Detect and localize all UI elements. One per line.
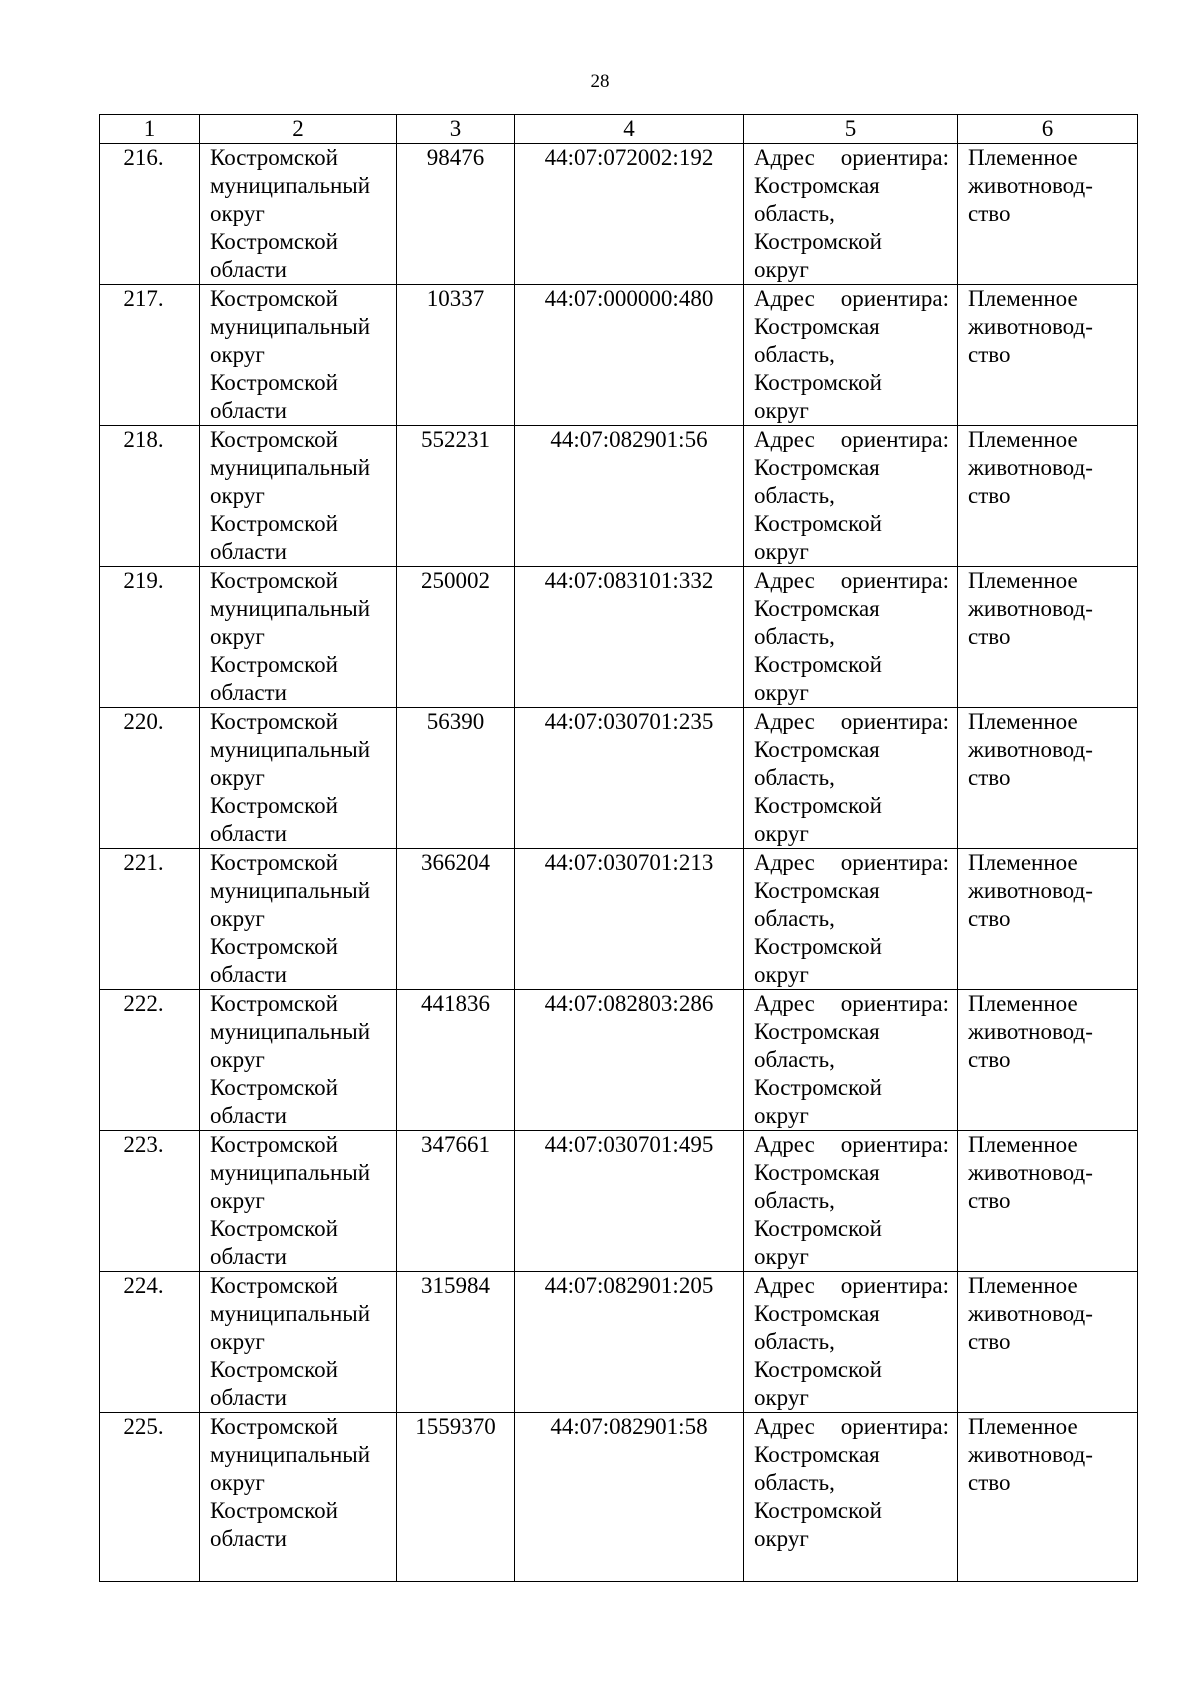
cadastral-number-cell: 44:07:000000:480 <box>515 285 744 426</box>
area-cell: 10337 <box>397 285 515 426</box>
district-cell: Костромской муниципальный округ Костромской области <box>200 285 397 426</box>
area-cell: 56390 <box>397 708 515 849</box>
row-number-cell: 224. <box>100 1272 200 1413</box>
table-row <box>100 849 1138 990</box>
column-header-6: 6 <box>958 115 1138 144</box>
purpose-cell: Племенное животновод- ство <box>958 849 1138 990</box>
address-tail-text: Костромская область, Костромской округ <box>754 596 882 705</box>
address-cell <box>744 1131 958 1272</box>
column-header-1: 1 <box>100 115 200 144</box>
purpose-cell: Племенное животновод- ство <box>958 708 1138 849</box>
purpose-cell: Племенное животновод- ство <box>958 1413 1138 1582</box>
address-tail-text: Костромская область, Костромской округ <box>754 1019 882 1128</box>
purpose-cell: Племенное животновод- ство <box>958 1272 1138 1413</box>
row-number-cell: 222. <box>100 990 200 1131</box>
land-plots-table <box>99 114 1138 1582</box>
cadastral-number-cell: 44:07:030701:235 <box>515 708 744 849</box>
address-cell <box>744 708 958 849</box>
address-tail-text: Костромская область, Костромской округ <box>754 737 882 846</box>
district-cell: Костромской муниципальный округ Костромской области <box>200 990 397 1131</box>
row-number-cell: 220. <box>100 708 200 849</box>
cadastral-number-cell: 44:07:072002:192 <box>515 144 744 285</box>
page-number: 28 <box>590 71 610 92</box>
address-head-text: Адрес ориентира: <box>754 1414 949 1439</box>
address-tail-text: Костромская область, Костромской округ <box>754 314 882 423</box>
address-tail-text: Костромская область, Костромской округ <box>754 1301 882 1410</box>
address-head-text: Адрес ориентира: <box>754 1132 949 1157</box>
address-cell <box>744 426 958 567</box>
purpose-cell: Племенное животновод- ство <box>958 990 1138 1131</box>
purpose-cell: Племенное животновод- ство <box>958 426 1138 567</box>
cadastral-number-cell: 44:07:030701:495 <box>515 1131 744 1272</box>
area-cell: 250002 <box>397 567 515 708</box>
table-row <box>100 1131 1138 1272</box>
purpose-cell: Племенное животновод- ство <box>958 1131 1138 1272</box>
district-cell: Костромской муниципальный округ Костромской области <box>200 1413 397 1582</box>
address-tail-text: Костромская область, Костромской округ <box>754 173 882 282</box>
cadastral-number-cell: 44:07:082901:58 <box>515 1413 744 1582</box>
address-head-text: Адрес ориентира: <box>754 1273 949 1298</box>
purpose-cell: Племенное животновод- ство <box>958 567 1138 708</box>
address-head-text: Адрес ориентира: <box>754 568 949 593</box>
area-cell: 1559370 <box>397 1413 515 1582</box>
table-row <box>100 426 1138 567</box>
table-row <box>100 144 1138 285</box>
table-row <box>100 708 1138 849</box>
table-row <box>100 285 1138 426</box>
address-cell <box>744 849 958 990</box>
purpose-cell: Племенное животновод- ство <box>958 285 1138 426</box>
cadastral-number-cell: 44:07:083101:332 <box>515 567 744 708</box>
area-cell: 366204 <box>397 849 515 990</box>
address-tail-text: Костромская область, Костромской округ <box>754 455 882 564</box>
district-cell: Костромской муниципальный округ Костромской области <box>200 708 397 849</box>
table-row <box>100 1272 1138 1413</box>
area-cell: 552231 <box>397 426 515 567</box>
address-cell <box>744 144 958 285</box>
address-head-text: Адрес ориентира: <box>754 427 949 452</box>
district-cell: Костромской муниципальный округ Костромской области <box>200 144 397 285</box>
address-tail-text: Костромская область, Костромской округ <box>754 1442 882 1551</box>
address-cell <box>744 567 958 708</box>
cadastral-number-cell: 44:07:082803:286 <box>515 990 744 1131</box>
table-row <box>100 567 1138 708</box>
address-cell <box>744 1272 958 1413</box>
table-row <box>100 990 1138 1131</box>
cadastral-number-cell: 44:07:082901:205 <box>515 1272 744 1413</box>
address-head-text: Адрес ориентира: <box>754 991 949 1016</box>
address-tail-text: Костромская область, Костромской округ <box>754 878 882 987</box>
area-cell: 347661 <box>397 1131 515 1272</box>
table-header-row <box>100 115 1138 144</box>
table-row <box>100 1413 1138 1582</box>
row-number-cell: 219. <box>100 567 200 708</box>
address-head-text: Адрес ориентира: <box>754 145 949 170</box>
district-cell: Костромской муниципальный округ Костромской области <box>200 567 397 708</box>
cadastral-number-cell: 44:07:030701:213 <box>515 849 744 990</box>
column-header-4: 4 <box>515 115 744 144</box>
address-cell <box>744 990 958 1131</box>
address-head-text: Адрес ориентира: <box>754 286 949 311</box>
purpose-cell: Племенное животновод- ство <box>958 144 1138 285</box>
column-header-2: 2 <box>200 115 397 144</box>
cadastral-number-cell: 44:07:082901:56 <box>515 426 744 567</box>
row-number-cell: 225. <box>100 1413 200 1582</box>
row-number-cell: 218. <box>100 426 200 567</box>
district-cell: Костромской муниципальный округ Костромской области <box>200 849 397 990</box>
column-header-5: 5 <box>744 115 958 144</box>
address-head-text: Адрес ориентира: <box>754 850 949 875</box>
row-number-cell: 216. <box>100 144 200 285</box>
address-tail-text: Костромская область, Костромской округ <box>754 1160 882 1269</box>
district-cell: Костромской муниципальный округ Костромской области <box>200 1272 397 1413</box>
address-cell <box>744 1413 958 1582</box>
column-header-3: 3 <box>397 115 515 144</box>
district-cell: Костромской муниципальный округ Костромской области <box>200 426 397 567</box>
address-cell <box>744 285 958 426</box>
address-head-text: Адрес ориентира: <box>754 709 949 734</box>
row-number-cell: 223. <box>100 1131 200 1272</box>
row-number-cell: 217. <box>100 285 200 426</box>
area-cell: 98476 <box>397 144 515 285</box>
row-number-cell: 221. <box>100 849 200 990</box>
area-cell: 315984 <box>397 1272 515 1413</box>
district-cell: Костромской муниципальный округ Костромской области <box>200 1131 397 1272</box>
area-cell: 441836 <box>397 990 515 1131</box>
